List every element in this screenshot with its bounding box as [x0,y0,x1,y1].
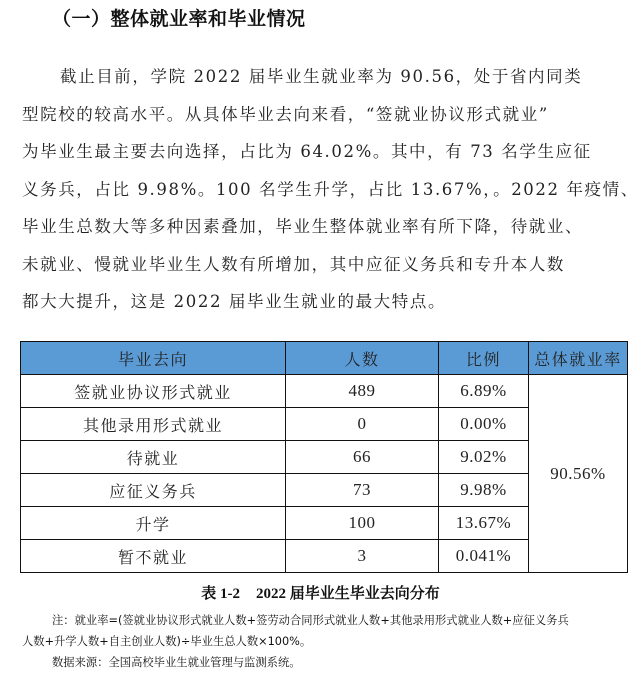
section-heading: （一）整体就业率和毕业情况 [52,8,306,30]
formula-note-line1: 注：就业率=(签就业协议形式就业人数+签劳动合同形式就业人数+其他录用形式就业人数+应征义务兵 [52,614,569,627]
ratio-cell: 0.00% [439,408,529,441]
paragraph-line: 义务兵，占比 9.98%。100 名学生升学，占比 13.67%，。2022 年疫情、 [22,179,639,199]
ratio-cell: 6.89% [439,375,529,408]
paragraph-line: 未就业、慢就业毕业生人数有所增加，其中应征义务兵和专升本人数 [22,254,565,274]
paragraph-line: 毕业生总数大等多种因素叠加，毕业生整体就业率有所下降，待就业、 [22,217,584,236]
count-cell: 100 [286,507,439,540]
ratio-cell: 0.041% [439,540,529,573]
ratio-cell: 13.67% [439,507,529,540]
ratio-cell: 9.02% [439,441,529,474]
ratio-cell: 9.98% [439,474,529,507]
data-source-note: 数据来源：全国高校毕业生就业管理与监测系统。 [52,656,301,669]
overall-rate-cell: 90.56% [529,375,628,573]
paragraph-line: 为毕业生最主要去向选择，占比为 64.02%。其中，有 73 名学生应征 [22,142,592,161]
caption-label: 表 1-2 [201,586,240,602]
table-caption [0,582,641,603]
table-row [21,375,628,408]
count-cell: 73 [286,474,439,507]
count-cell: 489 [286,375,439,408]
destination-cell: 签就业协议形式就业 [21,375,286,408]
column-header-overall-rate: 总体就业率 [529,342,628,375]
paragraph-line: 型院校的较高水平。从具体毕业去向来看，“签就业协议形式就业” [22,104,549,124]
destination-cell: 其他录用形式就业 [21,408,286,441]
column-header-ratio: 比例 [439,342,529,375]
count-cell: 66 [286,441,439,474]
paragraph-line: 截止目前，学院 2022 届毕业生就业率为 90.56，处于省内同类 [60,67,583,86]
column-header-count: 人数 [286,342,439,375]
table-header-row [21,342,628,375]
destination-cell: 应征义务兵 [21,474,286,507]
destination-cell: 待就业 [21,441,286,474]
count-cell: 0 [286,408,439,441]
destination-cell: 暂不就业 [21,540,286,573]
column-header-destination: 毕业去向 [21,342,286,375]
summary-paragraph [22,58,639,321]
formula-note-line2: 人数+升学人数+自主创业人数)÷毕业生总人数×100%。 [22,635,312,648]
graduate-destination-table [20,341,628,573]
count-cell: 3 [286,540,439,573]
destination-cell: 升学 [21,507,286,540]
paragraph-line: 都大大提升，这是 2022 届毕业生就业的最大特点。 [22,292,447,311]
caption-title: 2022 届毕业生毕业去向分布 [255,586,440,602]
table-notes [22,610,637,673]
